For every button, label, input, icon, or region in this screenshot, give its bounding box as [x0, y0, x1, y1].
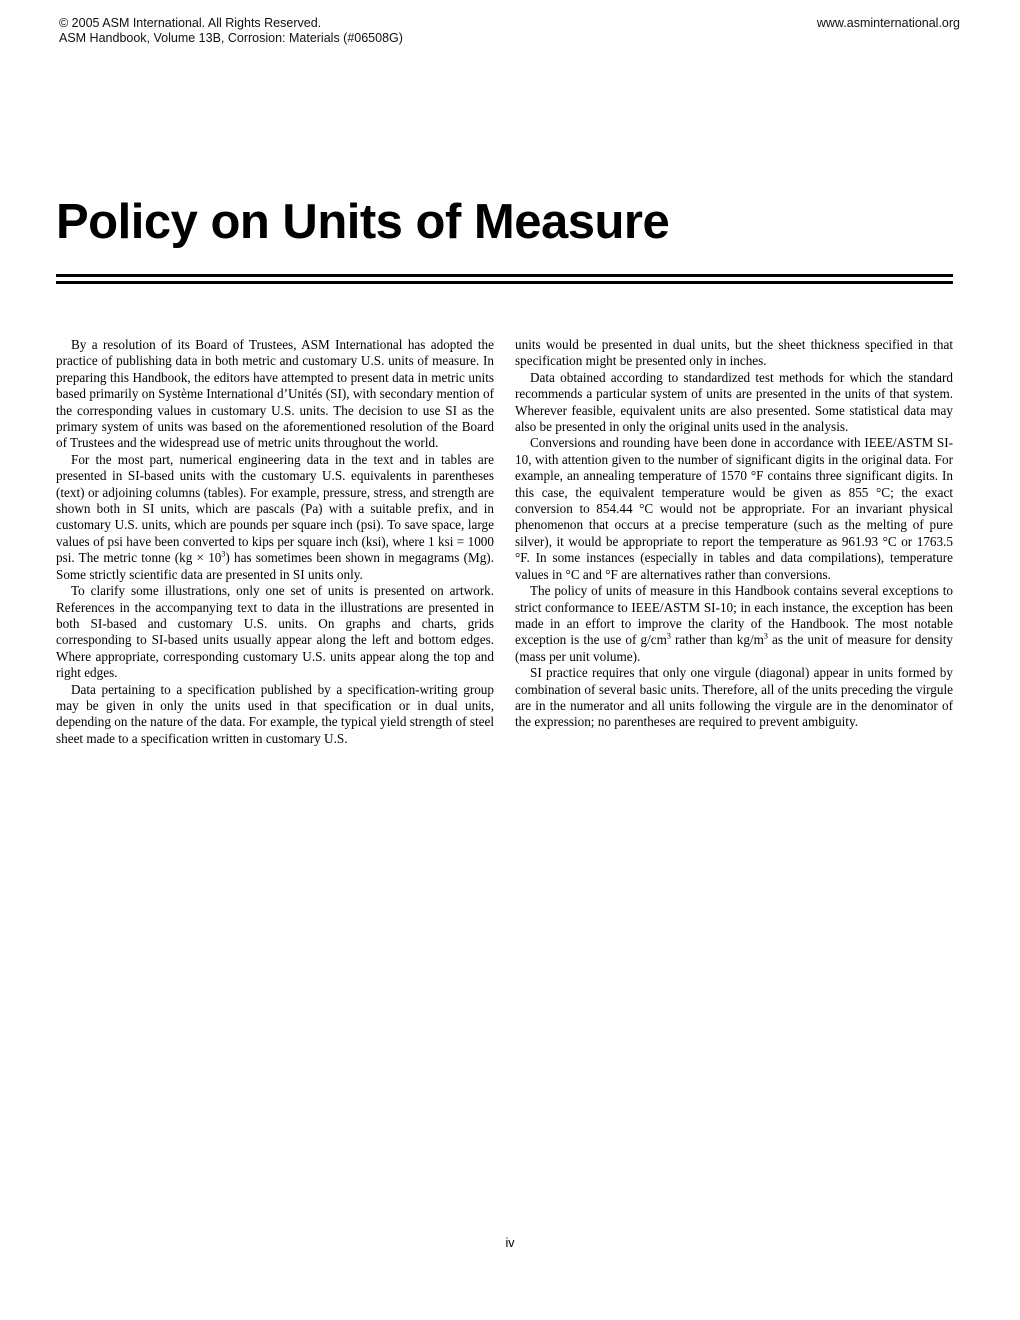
copyright-notice: © 2005 ASM International. All Rights Reserved.: [59, 16, 322, 30]
page-number: iv: [505, 1236, 515, 1250]
page-title: Policy on Units of Measure: [56, 195, 670, 249]
paragraph: SI practice requires that only one virgule (diagonal) appear in units formed by combination of several basic units. Therefore, all of the units preceding the virgule are in the numerator and all units following the virgule are in the denominator of the expression; no parentheses are required to prevent ambiguity.: [515, 665, 953, 730]
paragraph: For the most part, numerical engineering data in the text and in tables are presented in SI-based units with the customary U.S. equivalents in parentheses (text) or adjoining columns (tables). For example, pressure, stress, and strength are shown both in SI units, which are pascals (Pa) with a suitable prefix, and in customary U.S. units, which are pounds per square inch (psi). To save space, large values of psi have been converted to kips per square inch (ksi), where 1 ksi = 1000 psi. The metric tonne $(kg \times 10^3)$ has sometimes been shown in megagrams (Mg). Some strictly scientific data are presented in SI units only.: [56, 451, 494, 582]
title-rule-bottom: [56, 281, 953, 284]
left-column: [56, 337, 494, 747]
paragraph: To clarify some illustrations, only one set of units is presented on artwork. References in the accompanying text to data in the illustrations are presented in both SI-based and customary U.S. units. On graphs and charts, grids corresponding to SI-based units usually appear along the left and bottom edges. Where appropriate, corresponding customary U.S. units appear along the top and right edges.: [56, 583, 494, 681]
page-header-left: [59, 16, 403, 46]
title-rule-top: [56, 274, 953, 277]
paragraph: Data obtained according to standardized test methods for which the standard recommends a particular system of units are presented in the units of that system. Wherever feasible, equivalent units are also presented. Some statistical data may also be presented in only the original units used in the analysis.: [515, 369, 953, 435]
paragraph: The policy of units of measure in this Handbook contains several exceptions to strict conformance to IEEE/ASTM SI-10; in each instance, the exception has been made in an effort to improve the clarity of the Handbook. The most notable exception is the use of $g/cm^3$ rather than $kg/m^3$ as the unit of measure for density (mass per unit volume).: [515, 583, 953, 664]
website-link[interactable]: www.asminternational.org: [816, 16, 960, 30]
right-column: [515, 337, 953, 731]
paragraph: Data pertaining to a specification published by a specification-writing group may be given in only the units used in that specification or in dual units, depending on the nature of the data. For example, the typical yield strength of steel sheet made to a specification written in customary U.S.: [56, 681, 494, 746]
paragraph-continued: units would be presented in dual units, but the sheet thickness specified in that specification might be presented only in inches.: [515, 337, 953, 369]
publication-info: ASM Handbook, Volume 13B, Corrosion: Materials (#06508G): [59, 31, 403, 45]
paragraph: By a resolution of its Board of Trustees, ASM International has adopted the practice of publishing data in both metric and customary U.S. units of measure. In preparing this Handbook, the editors have attempted to present data in metric units based primarily on Système International d’Unités (SI), with secondary mention of the corresponding values in customary U.S. units. The decision to use SI as the primary system of units was based on the aforementioned resolution of the Board of Trustees and the widespread use of metric units throughout the world.: [56, 337, 494, 451]
paragraph: Conversions and rounding have been done in accordance with IEEE/ASTM SI-10, with attention given to the number of significant digits in the original data. For example, an annealing temperature of 1570 °F contains three significant digits. In this case, the equivalent temperature would be given as 855 °C; the exact conversion to 854.44 °C would not be appropriate. For an invariant physical phenomenon that occurs at a precise temperature (such as the melting of pure silver), it would be appropriate to report the temperature as 961.93 °C or 1763.5 °F. In some instances (especially in tables and data compilations), temperature values in °C and °F are alternatives rather than conversions.: [515, 435, 953, 582]
